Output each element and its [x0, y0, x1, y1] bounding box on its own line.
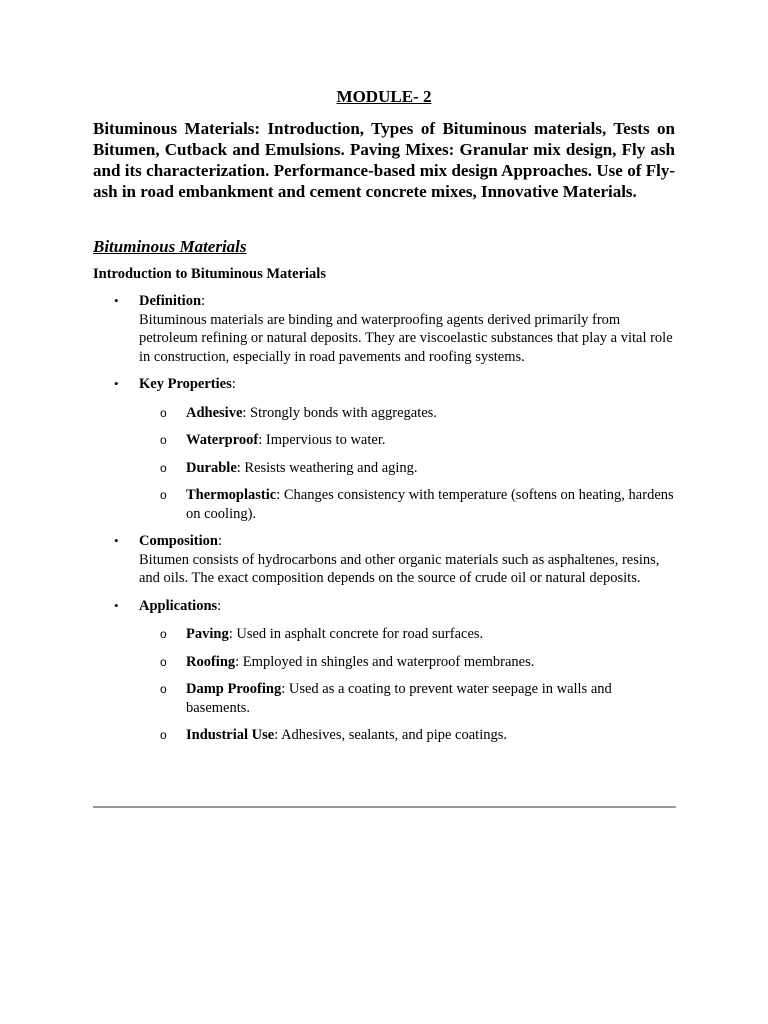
sub-item-text: : Used in asphalt concrete for road surfaces. — [228, 626, 484, 642]
item-term: Key Properties — [139, 376, 232, 392]
item-term: Applications — [139, 597, 218, 614]
circle-bullet-icon: o — [160, 405, 167, 420]
sub-item-term: Paving — [186, 626, 229, 642]
sub-list — [139, 404, 675, 524]
sub-item — [139, 486, 675, 523]
list-item-definition — [93, 292, 675, 366]
module-title: MODULE- 2 — [336, 87, 432, 106]
bullet-icon: • — [114, 293, 119, 308]
item-term: Definition — [139, 293, 202, 309]
sub-item-text: : Employed in shingles and waterproof membranes. — [235, 653, 535, 670]
section-heading: Bituminous Materials — [93, 237, 247, 256]
list-item-applications — [93, 597, 675, 745]
list-item-key-properties — [93, 375, 675, 523]
sub-item-text: : Adhesives, sealants, and pipe coatings. — [274, 727, 507, 743]
circle-bullet-icon: o — [160, 682, 167, 696]
item-colon: : — [201, 293, 206, 309]
sub-item-text: : Impervious to water. — [258, 432, 386, 448]
circle-bullet-icon: o — [160, 627, 167, 641]
sub-item-term: Waterproof — [186, 432, 259, 448]
item-colon: : — [217, 597, 222, 614]
sub-item — [139, 680, 675, 717]
properties-list — [93, 292, 675, 745]
circle-bullet-icon: o — [160, 433, 167, 447]
sub-item — [139, 726, 675, 745]
item-colon: : — [231, 376, 236, 392]
sub-item-term: Thermoplastic — [186, 487, 277, 503]
circle-bullet-icon: o — [160, 654, 167, 669]
sub-item-term: Durable — [186, 459, 237, 476]
item-colon: : — [217, 533, 222, 549]
bullet-icon: • — [114, 376, 119, 391]
bullet-icon: • — [114, 597, 119, 613]
circle-bullet-icon: o — [160, 728, 167, 742]
circle-bullet-icon: o — [160, 488, 167, 502]
horizontal-divider — [93, 806, 676, 808]
sub-item-text: : Strongly bonds with aggregates. — [242, 404, 437, 421]
sub-item — [139, 653, 675, 672]
sub-item-text: : Resists weathering and aging. — [236, 459, 418, 476]
item-term: Composition — [139, 533, 218, 549]
sub-list — [139, 625, 675, 745]
sub-item — [139, 625, 675, 644]
item-description: Bituminous materials are binding and waterproofing agents derived primarily from petroleum refining or natural deposits. They are viscoelastic substances that play a vital role in construction, especially in road pavements and roofing systems. — [139, 311, 673, 365]
syllabus-summary: Bituminous Materials: Introduction, Types of Bituminous materials, Tests on Bitumen, Cutback and Emulsions. Paving Mixes: Granular mix design, Fly ash and its characterization. Performance-based mix design Approaches. Use of Fly-ash in road embankment and cement concrete mixes, Innovative Materials. — [93, 119, 675, 201]
sub-item — [139, 404, 675, 423]
sub-item-text: : Used as a coating to prevent water seepage in walls and basements. — [186, 681, 612, 716]
sub-item-term: Adhesive — [186, 404, 243, 421]
bullet-icon: • — [114, 533, 119, 548]
sub-item — [139, 459, 675, 478]
circle-bullet-icon: o — [160, 460, 167, 475]
sub-item — [139, 431, 675, 450]
sub-heading: Introduction to Bituminous Materials — [93, 266, 326, 282]
sub-item-text: : Changes consistency with temperature (softens on heating, hardens on cooling). — [186, 487, 674, 522]
item-description: Bitumen consists of hydrocarbons and other organic materials such as asphaltenes, resins, and oils. The exact composition depends on the source of crude oil or natural deposits. — [139, 551, 660, 586]
sub-item-term: Roofing — [186, 653, 236, 670]
list-item-composition — [93, 532, 675, 588]
sub-item-term: Damp Proofing — [186, 681, 282, 697]
sub-item-term: Industrial Use — [186, 727, 275, 743]
